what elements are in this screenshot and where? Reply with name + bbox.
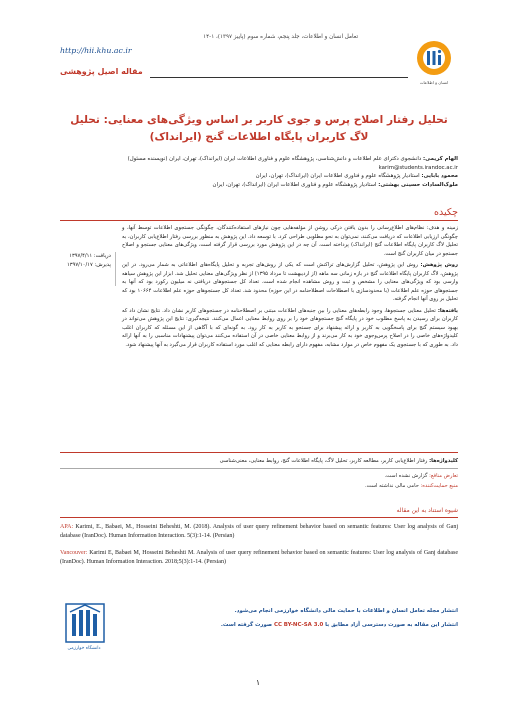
citation-apa bbox=[60, 523, 458, 541]
funding-note bbox=[60, 483, 458, 489]
license-text-post: صورت گرفته است. bbox=[220, 622, 273, 628]
journal-url-link[interactable]: http://hii.khu.ac.ir bbox=[60, 46, 132, 55]
accepted-date: پذیرش: ۱۳۹۷/۱۰/۱۷ bbox=[67, 262, 111, 268]
author-email-link[interactable]: karim@students.irandoc.ac.ir bbox=[378, 164, 458, 171]
article-title: تحلیل رفتار اصلاح پرس و جوی کاربر بر اساس ویژگی‌های معنایی: تحلیل لاگ کاربران پایگاه اطلاعات گنج (ایرانداک) bbox=[70, 114, 448, 143]
received-date: دریافت: ۱۳۹۷/۴/۱۱ bbox=[69, 253, 111, 259]
abstract-heading: چکیده bbox=[434, 207, 458, 218]
citation-style-label: APA: bbox=[60, 524, 74, 530]
journal-info: تعامل انسان و اطلاعات، جلد پنجم، شماره سوم (پاییز ۱۳۹۷)، ۱-۱۴ bbox=[203, 34, 358, 40]
author-affiliation: استادیار پژوهشگاه علوم و فناوری اطلاعات ایران (ایرانداک)، تهران، ایران bbox=[212, 181, 377, 188]
citation-divider bbox=[60, 517, 458, 518]
page-number: ۱ bbox=[255, 678, 261, 687]
note-label: منبع حمایت‌کننده: bbox=[420, 483, 458, 489]
abstract-text: روش این پژوهش، تحلیل گزارش‌های تراکنش است که یکی از روش‌های تجربه و تحلیل پایگاه‌های اطلاعاتی به شمار می‌رود. در این پژوهش، لاگ کاربران پایگاه اطلاعات گنج در بازه زمانی سه ماهه (از اردیبهشت تا مرداد ۱۳۹۵) از نظر ویژگی‌های معنایی تحلیل شد. ابزار این پژوهش سیاهه وارسی بود که ویژگی‌های معنایی را مشخص و ثبت و روش مشاهده انجام شده است. تعداد کل جستجوهای دریافتی نه میلیون رکورد بود که آنها به جستجوهای حوزه علم اطلاعات (با محدودسازی با اصطلاحات اصطلاحنامه در این حوزه) محدود شد. تعداد کل جستجوهای حوزه علم اطلاعات ۱۰۶۶۴ بود که تحلیل بر روی آنها انجام گرفته. bbox=[122, 262, 459, 302]
abstract-paragraph bbox=[122, 307, 458, 350]
logo-caption: انسان و اطلاعات bbox=[419, 80, 449, 85]
keywords-row bbox=[60, 458, 458, 464]
keywords-text: رفتار اطلاع‌یابی کاربر، مطالعه کاربر، تحلیل لاگ، پایگاه اطلاعات گنج، روابط معنایی، معنی‌شناسی bbox=[219, 458, 428, 464]
citation-vancouver bbox=[60, 549, 458, 567]
keywords-label: کلیدواژه‌ها: bbox=[429, 458, 458, 464]
keywords-divider bbox=[60, 452, 458, 453]
journal-logo bbox=[412, 38, 456, 82]
license-link[interactable]: CC BY-NC-SA 3.0 bbox=[273, 622, 324, 628]
note-label: تعارض منافع: bbox=[429, 473, 458, 479]
abstract-paragraph bbox=[122, 224, 458, 258]
note-text: گزارش نشده است. bbox=[384, 473, 428, 479]
author-name: ملوک‌السادات حسینی بهشتی: bbox=[378, 181, 458, 188]
citation-style-label: Vancouver: bbox=[60, 550, 88, 556]
license-text-pre: انتشار این مقاله به صورت دسترسی آزاد مطابق با bbox=[325, 622, 458, 628]
conflict-note bbox=[60, 473, 458, 479]
author-entry bbox=[60, 181, 458, 190]
citation-text: Karimi E, Babaei M, Hosseini Beheshti M. Analysis of user query refinement behavior based on semantic features: User log analysis of Ganj database (IranDoc). Human Information Interaction. 2018;5(3):1-14. (Persian) bbox=[60, 550, 458, 565]
author-name: محمود بابایی: bbox=[421, 173, 458, 180]
header-divider bbox=[150, 77, 408, 78]
abstract-text: زمینه و هدف: نظام‌های اطلاع‌رسانی را بدون یافتن درکی روشن از مؤلفه‌هایی چون نیازهای استفاده‌کنندگان، چگونگی جستجوی اطلاعات توسط آنها، و چگونگی ارزیابی اطلاعات که دریافت می‌کنند، نمی‌توان به نحو مطلوبی طراحی کرد. با توسعه داد. این پژوهش به منظور بررسی رفتار اطلاع‌یابی کاربران، به تحلیل لاگ کاربران پایگاه اطلاعات گنج (ایرانداک) پرداخته است. آن چه در این پژوهش مورد بررسی قرار گرفته است، ویژگی‌های معنایی جستجو و اصلاح جستجو در میان کاربران گنج است. bbox=[122, 225, 458, 257]
author-entry bbox=[60, 155, 458, 164]
author-affiliation: دانشجوی دکترای علم اطلاعات و دانش‌شناسی، پژوهشگاه علوم و فناوری اطلاعات ایران (ایرانداک)، تهران، ایران (نویسنده مسئول) bbox=[127, 156, 422, 162]
author-affiliation: استادیار پژوهشگاه علوم و فناوری اطلاعات ایران (ایرانداک)، تهران، ایران bbox=[255, 173, 420, 180]
author-email-row bbox=[60, 164, 458, 173]
article-type: مقاله اصیل پژوهشی bbox=[60, 67, 143, 76]
abstract-label: روش پژوهش: bbox=[420, 262, 458, 268]
footer-license-line bbox=[116, 618, 458, 632]
abstract-body bbox=[122, 224, 458, 352]
footer-funding-line: انتشار مجله تعامل انسان و اطلاعات با حمایت مالی دانشگاه خوارزمی انجام می‌شود. bbox=[234, 608, 458, 614]
abstract-label: یافته‌ها: bbox=[437, 307, 458, 314]
citation-heading: شیوه استناد به این مقاله bbox=[396, 507, 458, 514]
abstract-top-divider bbox=[60, 220, 458, 221]
abstract-paragraph bbox=[122, 261, 458, 304]
note-text: حامی مالی نداشته است. bbox=[364, 483, 419, 489]
university-logo-caption: دانشگاه خوارزمی bbox=[67, 646, 101, 651]
author-list bbox=[60, 155, 458, 189]
author-entry bbox=[60, 172, 458, 181]
abstract-text: تحلیل معنایی جستجوها، وجود رابطه‌های معنایی را بین جنبه‌های اطلاعات مبتنی بر اصطلاحنامه در جستجوهای کاربر نشان داد. نتایج نشان داد که کاربران برای رسیدن به پاسخ مطلوب خود در پایگاه گنج جستجوهای خود را بر روی روابط معنایی اعمال می‌کنند. نتیجه‌گیری: نتایج این پژوهش می‌تواند در بهبود سیستم گنج برای پاسخگویی به کاربر و ارائه پیشنهاد برای جستجو به کاربر به کار رود. به گونه‌ای که با آگاهی از این مسئله که کاربران اغلب کلیدواژه‌های خاصی را در اصلاح پرس‌وجوی خود به کار می‌برند و از روابط معنایی خاصی در آن استفاده می‌کنند می‌توان پیشنهادات مناسبی را به آنها ارائه داد. به طوری که با جستجوی یک مفهوم خاص در موارد مشابه، مفهوم دارای رابطه معنایی که اغلب مورد استفاده کاربران قرار می‌گیرد به آنها پیشنهاد شود. bbox=[122, 307, 458, 348]
citation-text: Karimi, E., Babaei, M., Hosseini Beheshti, M. (2018). Analysis of user query refinement behavior based on semantic features: User log analysis of Ganj database (IranDoc). Human Information Interaction. 5(3):1-14. (Persian) bbox=[60, 524, 458, 539]
abstract-bottom-divider bbox=[60, 468, 458, 469]
author-name: الهام کریمی: bbox=[422, 156, 458, 162]
footer-text bbox=[116, 604, 458, 632]
dates-box bbox=[60, 252, 116, 286]
